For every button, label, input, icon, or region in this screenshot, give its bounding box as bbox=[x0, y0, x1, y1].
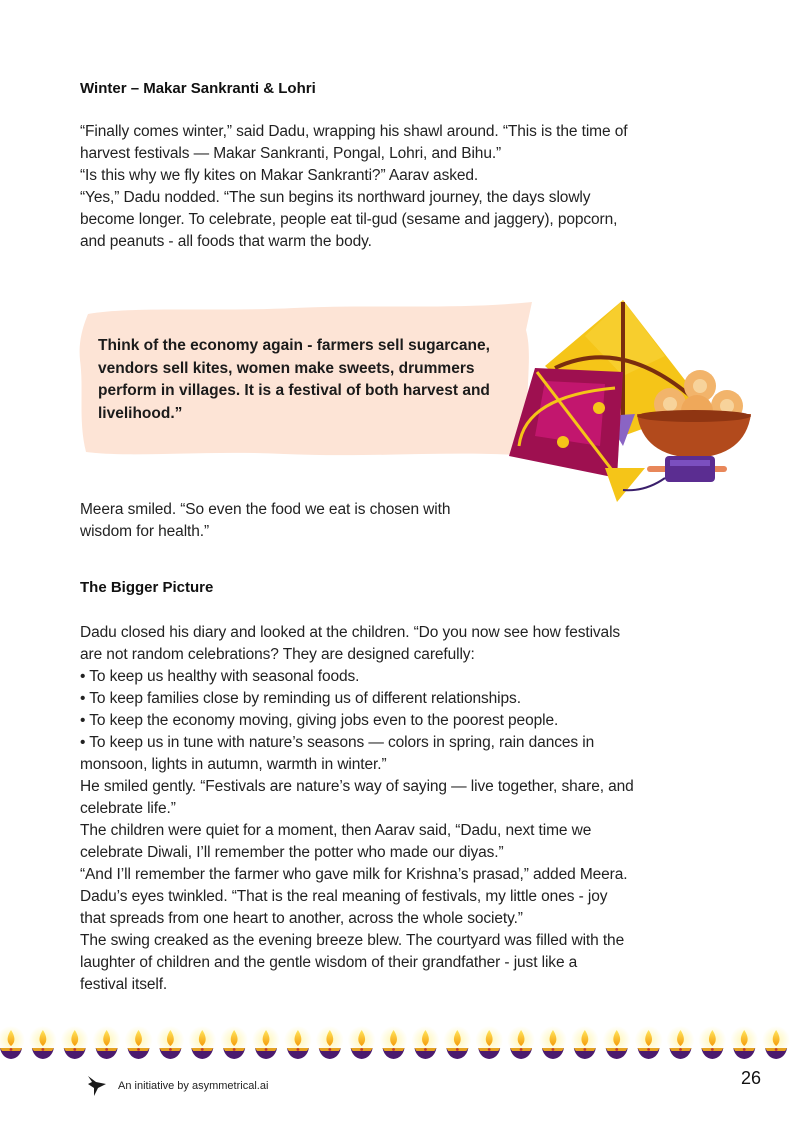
text-line: Dadu’s eyes twinkled. “That is the real meaning of festivals, my little ones - joy bbox=[80, 888, 608, 905]
page-number: 26 bbox=[740, 1068, 761, 1088]
diya-lamp-icon bbox=[252, 1026, 280, 1059]
diya-lamp-icon bbox=[475, 1026, 503, 1059]
kites-sweets-spool-illustration bbox=[505, 296, 755, 506]
diya-lamp-icon bbox=[284, 1026, 312, 1059]
diya-lamp-icon bbox=[125, 1026, 153, 1059]
text-line: festival itself. bbox=[80, 976, 168, 993]
text-line: “Is this why we fly kites on Makar Sankranti?” Aarav asked. bbox=[80, 167, 479, 184]
callout-line: Think of the economy again - farmers sell sugarcane, bbox=[98, 337, 490, 354]
text-line: become longer. To celebrate, people eat til-gud (sesame and jaggery), popcorn, bbox=[80, 211, 618, 228]
bird-logo-icon bbox=[86, 1074, 108, 1098]
diya-lamp-icon bbox=[571, 1026, 599, 1059]
section-heading-winter: Winter – Makar Sankranti & Lohri bbox=[80, 80, 316, 97]
callout-line: vendors sell kites, women make sweets, drummers bbox=[98, 359, 475, 377]
bigger-picture-paragraph bbox=[80, 622, 634, 996]
text-line: that spreads from one heart to another, across the whole society.” bbox=[80, 910, 523, 927]
diya-lamp-icon bbox=[698, 1026, 726, 1059]
bullet-item: • To keep families close by reminding us of different relationships. bbox=[80, 690, 521, 707]
diya-lamp-icon bbox=[762, 1026, 790, 1059]
text-line: “Yes,” Dadu nodded. “The sun begins its northward journey, the days slowly bbox=[80, 189, 591, 206]
diya-lamp-icon bbox=[348, 1026, 376, 1059]
text-line: The swing creaked as the evening breeze blew. The courtyard was filled with the bbox=[80, 932, 625, 949]
diya-lamp-icon bbox=[443, 1026, 471, 1059]
diya-lamp-icon bbox=[603, 1026, 631, 1059]
text-line: He smiled gently. “Festivals are nature’s way of saying — live together, share, and bbox=[80, 778, 634, 795]
diya-lamp-icon bbox=[635, 1026, 663, 1059]
diya-lamp-icon bbox=[188, 1026, 216, 1059]
text-line: “Finally comes winter,” said Dadu, wrapping his shawl around. “This is the time of bbox=[80, 123, 628, 140]
diya-lamp-icon bbox=[507, 1026, 535, 1059]
diya-lamp-icon bbox=[0, 1026, 25, 1059]
diya-lamp-icon bbox=[730, 1026, 758, 1059]
diya-lamp-icon bbox=[29, 1026, 57, 1059]
bullet-item: • To keep the economy moving, giving jobs even to the poorest people. bbox=[80, 712, 559, 729]
text-line: harvest festivals — Makar Sankranti, Pongal, Lohri, and Bihu.” bbox=[80, 145, 502, 162]
footer-brand bbox=[86, 1074, 268, 1098]
bullet-item: • To keep us healthy with seasonal foods. bbox=[80, 668, 360, 685]
text-line: celebrate life.” bbox=[80, 800, 176, 817]
text-line: are not random celebrations? They are designed carefully: bbox=[80, 646, 475, 663]
diya-lamp-icon bbox=[380, 1026, 408, 1059]
diya-border bbox=[0, 1026, 797, 1062]
diya-lamp-icon bbox=[316, 1026, 344, 1059]
text-line: “And I’ll remember the farmer who gave milk for Krishna’s prasad,” added Meera. bbox=[80, 866, 628, 883]
text-line: The children were quiet for a moment, then Aarav said, “Dadu, next time we bbox=[80, 822, 592, 839]
text-line: celebrate Diwali, I’ll remember the potter who made our diyas.” bbox=[80, 844, 504, 861]
callout-line: perform in villages. It is a festival of both harvest and bbox=[98, 382, 490, 399]
bullet-item: • To keep us in tune with nature’s seasons — colors in spring, rain dances in bbox=[80, 734, 595, 751]
text-line: laughter of children and the gentle wisdom of their grandfather - just like a bbox=[80, 954, 578, 971]
meera-paragraph bbox=[80, 499, 450, 543]
brand-text: An initiative by asymmetrical.ai bbox=[118, 1080, 269, 1092]
text-line: and peanuts - all foods that warm the body. bbox=[80, 233, 372, 250]
section-heading-bigger-picture: The Bigger Picture bbox=[80, 579, 214, 596]
diya-lamp-icon bbox=[93, 1026, 121, 1059]
diya-lamp-icon bbox=[411, 1026, 439, 1059]
diya-lamp-icon bbox=[61, 1026, 89, 1059]
text-line: monsoon, lights in autumn, warmth in winter.” bbox=[80, 756, 387, 773]
diya-lamp-icon bbox=[539, 1026, 567, 1059]
callout-quote bbox=[98, 335, 490, 425]
text-line: wisdom for health.” bbox=[80, 523, 210, 540]
winter-paragraph bbox=[80, 121, 627, 253]
diya-lamp-icon bbox=[220, 1026, 248, 1059]
text-line: Dadu closed his diary and looked at the children. “Do you now see how festivals bbox=[80, 624, 621, 641]
diya-lamp-icon bbox=[156, 1026, 184, 1059]
callout-line: livelihood.” bbox=[98, 404, 183, 422]
diya-lamp-icon bbox=[666, 1026, 694, 1059]
text-line: Meera smiled. “So even the food we eat is chosen with bbox=[80, 501, 451, 518]
